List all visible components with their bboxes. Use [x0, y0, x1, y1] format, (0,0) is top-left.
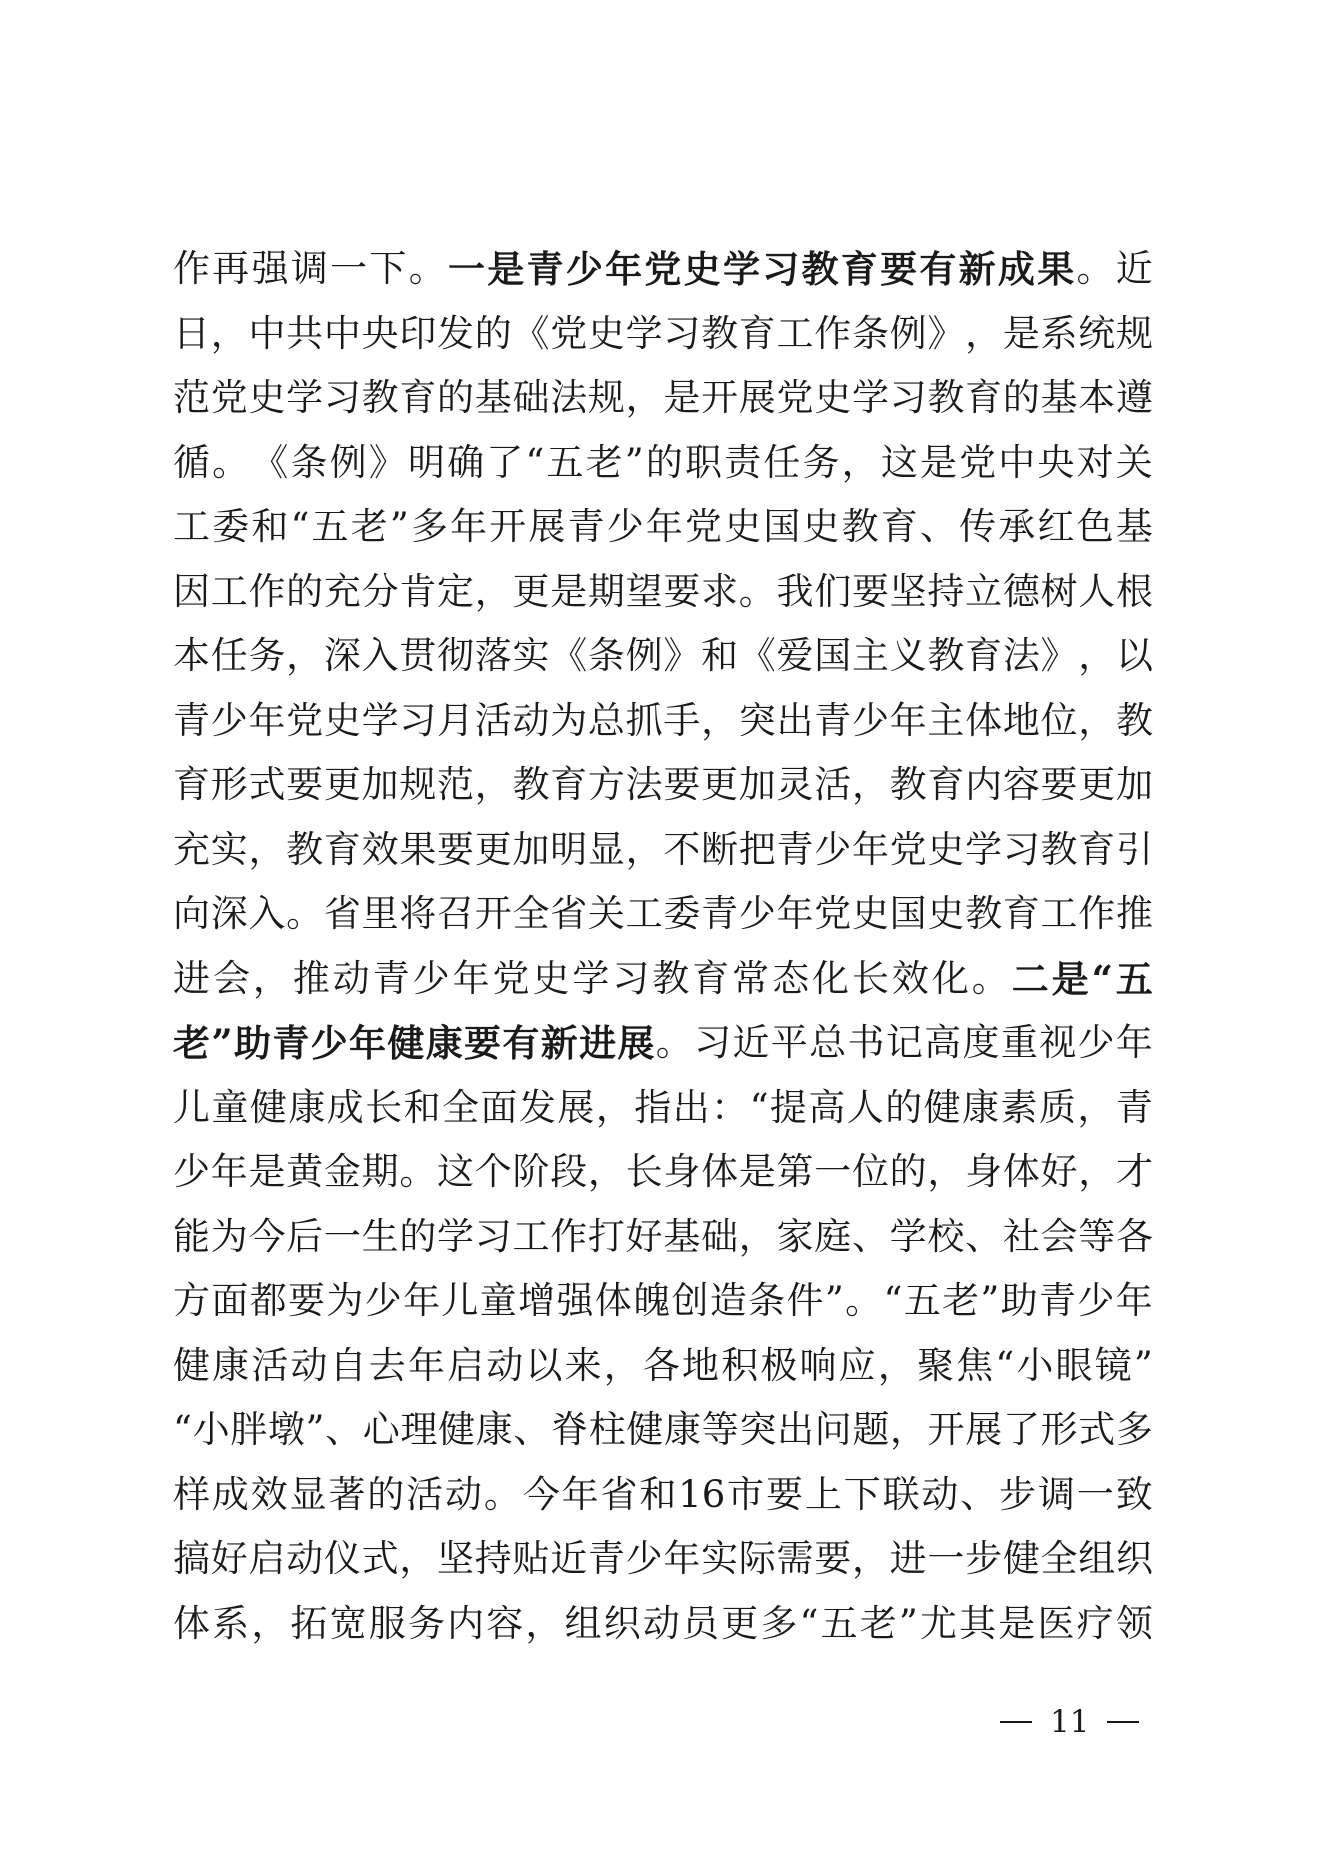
- text-line: 充 实 ， 教 育 效 果 要 更 加 明 显 ， 不 断 把 青 少 年 党 史 学 习 教 育 引: [173, 827, 1153, 871]
- page-footer: [1000, 1702, 1139, 1742]
- text-line: 循 。 《 条 例 》 明 确 了 “ 五 老 ” 的 职 责 任 务 ， 这 是 党 中 央 对 关: [173, 440, 1153, 484]
- text-line: 健 康 活 动 自 去 年 启 动 以 来 ， 各 地 积 极 响 应 ， 聚 焦 “ 小 眼 镜 ”: [173, 1343, 1153, 1387]
- page-number: 11: [1050, 1704, 1090, 1740]
- text-line: 青 少 年 党 史 学 习 月 活 动 为 总 抓 手 ， 突 出 青 少 年 主 体 地 位 ， 教: [173, 698, 1153, 742]
- text-line: 老 ” 助 青 少 年 健 康 要 有 新 进 展 。 习 近 平 总 书 记 高 度 重 视 少 年: [173, 1021, 1153, 1065]
- text-line: 育 形 式 要 更 加 规 范 ， 教 育 方 法 要 更 加 灵 活 ， 教 育 内 容 要 更 加: [173, 763, 1153, 806]
- text-line: 日 ， 中 共 中 央 印 发 的 《 党 史 学 习 教 育 工 作 条 例 》 ， 是 系 统 规: [173, 311, 1153, 355]
- text-line: 进 会 ， 推 动 青 少 年 党 史 学 习 教 育 常 态 化 长 效 化 。 二 是 “ 五: [173, 956, 1153, 1001]
- text-line: 本 任 务 ， 深 入 贯 彻 落 实 《 条 例 》 和 《 爱 国 主 义 教 育 法 》 ， 以: [173, 634, 1153, 677]
- text-line: 体 系 ， 拓 宽 服 务 内 容 ， 组 织 动 员 更 多 “ 五 老 ” 尤 其 是 医 疗 领: [173, 1601, 1153, 1645]
- text-line: 样 成 效 显 著 的 活 动 。 今 年 省 和 16 市 要 上 下 联 动 、 步 调 一 致: [173, 1472, 1153, 1516]
- text-line: 工 委 和 “ 五 老 ” 多 年 开 展 青 少 年 党 史 国 史 教 育 、 传 承 红 色 基: [173, 505, 1153, 548]
- text-line: 因 工 作 的 充 分 肯 定 ， 更 是 期 望 要 求 。 我 们 要 坚 持 立 德 树 人 根: [173, 569, 1153, 613]
- text-line: 儿 童 健 康 成 长 和 全 面 发 展 ， 指 出 ： “ 提 高 人 的 健 康 素 质 ， 青: [173, 1085, 1153, 1129]
- text-line: 作 再 强 调 一 下 。 一 是 青 少 年 党 史 学 习 教 育 要 有 新 成 果 。 近: [173, 247, 1153, 291]
- body-text: [173, 237, 1153, 1656]
- text-line: 范 党 史 学 习 教 育 的 基 础 法 规 ， 是 开 展 党 史 学 习 教 育 的 基 本 遵: [173, 376, 1153, 419]
- left-dash: [1000, 1721, 1032, 1723]
- text-line: 搞 好 启 动 仪 式 ， 坚 持 贴 近 青 少 年 实 际 需 要 ， 进 一 步 健 全 组 织: [173, 1537, 1153, 1580]
- text-line: 向 深 入 。 省 里 将 召 开 全 省 关 工 委 青 少 年 党 史 国 史 教 育 工 作 推: [173, 892, 1153, 935]
- text-line: 方 面 都 要 为 少 年 儿 童 增 强 体 魄 创 造 条 件 ” 。 “ 五 老 ” 助 青 少 年: [173, 1279, 1153, 1322]
- text-line: 少 年 是 黄 金 期 。 这 个 阶 段 ， 长 身 体 是 第 一 位 的 ， 身 体 好 ， 才: [173, 1150, 1153, 1193]
- text-line: 能 为 今 后 一 生 的 学 习 工 作 打 好 基 础 ， 家 庭 、 学 校 、 社 会 等 各: [173, 1214, 1153, 1258]
- text-line: “ 小 胖 墩 ” 、 心 理 健 康 、 脊 柱 健 康 等 突 出 问 题 ， 开 展 了 形 式 多: [173, 1408, 1153, 1451]
- right-dash: [1107, 1721, 1139, 1723]
